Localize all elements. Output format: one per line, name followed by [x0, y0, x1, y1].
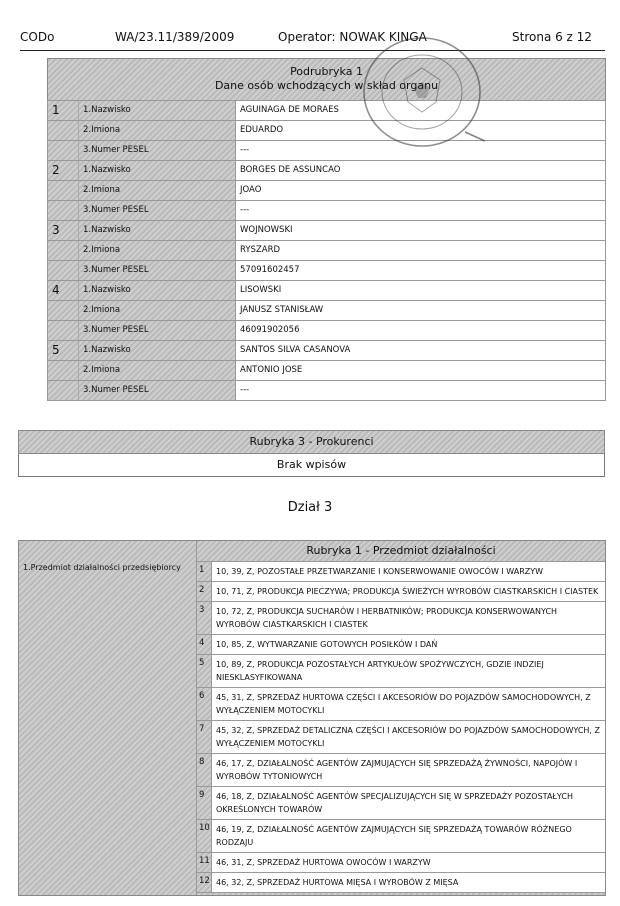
person-number	[48, 141, 78, 160]
person-row	[47, 261, 606, 281]
activity-item	[197, 787, 605, 820]
person-number: 1	[52, 103, 60, 117]
person-field-label: 1.Nazwisko	[78, 221, 235, 240]
person-number	[48, 121, 78, 140]
section-title: Dział 3	[287, 500, 333, 515]
activity-item-number: 12	[197, 873, 212, 892]
person-field-label: 3.Numer PESEL	[78, 201, 235, 220]
activity-item-text: 10, 85, Z, WYTWARZANIE GOTOWYCH POSIŁKÓW I DAŃ	[212, 635, 605, 654]
person-row	[47, 141, 606, 161]
person-field-label: 1.Nazwisko	[78, 341, 235, 360]
person-number	[48, 361, 78, 380]
person-field-value: WOJNOWSKI	[235, 221, 605, 240]
activity-item-text: 46, 17, Z, DZIAŁALNOŚĆ AGENTÓW ZAJMUJĄCYCH SIĘ SPRZEDAŻĄ ŻYWNOŚCI, NAPOJÓW I WYROBÓW TYTONIOWYCH	[212, 754, 605, 786]
activity-item	[197, 602, 605, 635]
activity-item-text: 10, 39, Z, POZOSTAŁE PRZETWARZANIE I KONSERWOWANIE OWOCÓW I WARZYW	[212, 562, 605, 581]
activity-item-text: 46, 32, Z, SPRZEDAŻ HURTOWA MIĘSA I WYROBÓW Z MIĘSA	[212, 873, 605, 892]
person-row	[47, 241, 606, 261]
person-field-label: 2.Imiona	[78, 361, 235, 380]
person-number	[48, 261, 78, 280]
persons-table-title-line2: Dane osób wchodzących w skład organu	[214, 79, 439, 92]
person-field-value: BORGES DE ASSUNCAO	[235, 161, 605, 180]
activity-item-number: 11	[197, 853, 212, 872]
persons-table-title-line1: Podrubryka 1	[290, 65, 363, 78]
activity-item	[197, 820, 605, 853]
activity-rows	[197, 562, 605, 893]
person-field-value: LISOWSKI	[235, 281, 605, 300]
persons-table-title	[47, 58, 606, 100]
activity-item-text: 45, 32, Z, SPRZEDAŻ DETALICZNA CZĘŚCI I AKCESORIÓW DO POJAZDÓW SAMOCHODOWYCH, Z WYŁĄCZENIEM MOTOCYKLI	[212, 721, 605, 753]
persons-table	[47, 58, 606, 401]
person-field-value: JANUSZ STANISŁAW	[235, 301, 605, 320]
person-field-label: 2.Imiona	[78, 241, 235, 260]
person-field-value: 46091902056	[235, 321, 605, 340]
page-counter: Strona 6 z 12	[512, 30, 592, 44]
activity-item-number: 10	[197, 820, 212, 852]
activity-item	[197, 635, 605, 655]
activity-item	[197, 721, 605, 754]
activity-item	[197, 562, 605, 582]
activity-item-text: 10, 72, Z, PRODUKCJA SUCHARÓW I HERBATNIKÓW; PRODUKCJA KONSERWOWANYCH WYROBÓW CIASTKARSKICH I CIASTEK	[212, 602, 605, 634]
person-field-value: ANTONIO JOSE	[235, 361, 605, 380]
activity-item-text: 10, 71, Z, PRODUKCJA PIECZYWA; PRODUKCJA ŚWIEŻYCH WYROBÓW CIASTKARSKICH I CIASTEK	[212, 582, 605, 601]
header-divider	[20, 50, 605, 51]
persons-rows	[47, 100, 606, 401]
person-row	[47, 321, 606, 341]
activity-item-text: 10, 89, Z, PRODUKCJA POZOSTAŁYCH ARTYKUŁÓW SPOŻYWCZYCH, GDZIE INDZIEJ NIESKLASYFIKOWANA	[212, 655, 605, 687]
activity-table	[18, 540, 606, 896]
person-row	[47, 281, 606, 301]
page-header	[20, 30, 605, 48]
person-field-label: 3.Numer PESEL	[78, 321, 235, 340]
person-row	[47, 121, 606, 141]
person-row	[47, 181, 606, 201]
activity-item	[197, 655, 605, 688]
person-field-label: 3.Numer PESEL	[78, 261, 235, 280]
rubryka3-section	[18, 430, 605, 477]
activity-item-number: 4	[197, 635, 212, 654]
activity-item-text: 46, 19, Z, DZIAŁALNOŚĆ AGENTÓW ZAJMUJĄCYCH SIĘ SPRZEDAŻĄ TOWARÓW RÓŻNEGO RODZAJU	[212, 820, 605, 852]
person-field-label: 2.Imiona	[78, 301, 235, 320]
activity-item-text: 45, 31, Z, SPRZEDAŻ HURTOWA CZĘŚCI I AKCESORIÓW DO POJAZDÓW SAMOCHODOWYCH, Z WYŁĄCZENIEM MOTOCYKLI	[212, 688, 605, 720]
activity-item-number: 2	[197, 582, 212, 601]
person-number	[48, 241, 78, 260]
person-field-label: 1.Nazwisko	[78, 281, 235, 300]
person-number	[48, 321, 78, 340]
person-field-value: RYSZARD	[235, 241, 605, 260]
case-number: WA/23.11/389/2009	[115, 30, 235, 44]
activity-left-label: 1.Przedmiot działalności przedsiębiorcy	[19, 541, 197, 895]
person-row	[47, 100, 606, 121]
activity-item-number: 9	[197, 787, 212, 819]
activity-item	[197, 688, 605, 721]
activity-item	[197, 754, 605, 787]
person-field-label: 2.Imiona	[78, 121, 235, 140]
activity-item-number: 6	[197, 688, 212, 720]
activity-item-text: 46, 18, Z, DZIAŁALNOŚĆ AGENTÓW SPECJALIZUJĄCYCH SIĘ W SPRZEDAŻY POZOSTAŁYCH OKREŚLONYCH TOWARÓW	[212, 787, 605, 819]
activity-item	[197, 582, 605, 602]
person-number	[48, 201, 78, 220]
rubryka3-title: Rubryka 3 - Prokurenci	[18, 430, 605, 454]
person-number	[48, 381, 78, 400]
person-field-label: 1.Nazwisko	[78, 161, 235, 180]
person-field-label: 1.Nazwisko	[78, 101, 235, 120]
person-number	[48, 301, 78, 320]
person-field-value: ---	[235, 201, 605, 220]
activity-item-number: 3	[197, 602, 212, 634]
person-row	[47, 201, 606, 221]
activity-item-text: 46, 31, Z, SPRZEDAŻ HURTOWA OWOCÓW I WARZYW	[212, 853, 605, 872]
person-row	[47, 341, 606, 361]
person-row	[47, 381, 606, 401]
person-row	[47, 221, 606, 241]
person-field-value: ---	[235, 141, 605, 160]
activity-item-number: 8	[197, 754, 212, 786]
person-field-value: 57091602457	[235, 261, 605, 280]
official-stamp	[360, 36, 488, 154]
activity-item-number: 7	[197, 721, 212, 753]
activity-table-title: Rubryka 1 - Przedmiot działalności	[197, 541, 605, 562]
person-number: 5	[52, 343, 60, 357]
person-number: 3	[52, 223, 60, 237]
source-label: CODo	[20, 30, 55, 44]
person-row	[47, 161, 606, 181]
person-number	[48, 181, 78, 200]
person-field-label: 3.Numer PESEL	[78, 141, 235, 160]
person-number: 2	[52, 163, 60, 177]
activity-item-number: 5	[197, 655, 212, 687]
rubryka3-content: Brak wpisów	[18, 454, 605, 477]
activity-item-number: 1	[197, 562, 212, 581]
person-field-value: ---	[235, 381, 605, 400]
person-field-label: 2.Imiona	[78, 181, 235, 200]
person-number: 4	[52, 283, 60, 297]
person-field-value: EDUARDO	[235, 121, 605, 140]
person-field-value: JOAO	[235, 181, 605, 200]
person-row	[47, 361, 606, 381]
person-row	[47, 301, 606, 321]
activity-item	[197, 873, 605, 893]
activity-item	[197, 853, 605, 873]
activity-right	[197, 541, 605, 895]
person-field-value: AGUINAGA DE MORAES	[235, 101, 605, 120]
person-field-value: SANTOS SILVA CASANOVA	[235, 341, 605, 360]
person-field-label: 3.Numer PESEL	[78, 381, 235, 400]
operator-label: Operator: NOWAK KINGA	[278, 30, 427, 44]
